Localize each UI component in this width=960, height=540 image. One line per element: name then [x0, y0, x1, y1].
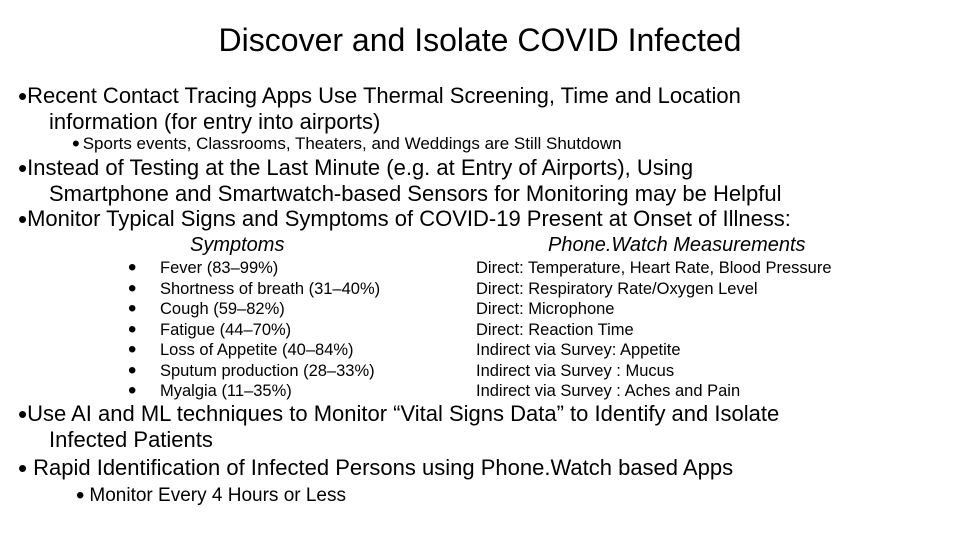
bullet-text: Use AI and ML techniques to Monitor “Vital Signs Data” to Identify and Isolate [27, 401, 780, 426]
list-item: Direct: Respiratory Rate/Oxygen Level [476, 279, 758, 298]
bullet-dot: • [128, 315, 137, 343]
bullet-dot: • [72, 131, 80, 156]
sub-bullet-shutdown [72, 131, 622, 156]
symptoms-list [160, 258, 380, 402]
bullet-dot: • [76, 482, 85, 509]
slide-title: Discover and Isolate COVID Infected [218, 22, 742, 58]
list-item: Fatigue (44–70%) [160, 320, 292, 339]
symptoms-header: Symptoms [190, 234, 285, 256]
bullet-text: Sports events, Classrooms, Theaters, and Weddings are Still Shutdown [82, 134, 622, 153]
list-item: Indirect via Survey: Appetite [476, 341, 681, 359]
bullet-dot: • [128, 377, 137, 404]
list-item: Sputum production (28–33%) [160, 361, 375, 380]
bullet-dot: • [18, 81, 28, 111]
list-item: Myalgia (11–35%) [160, 382, 292, 400]
bullet-dot: • [18, 453, 28, 483]
list-item: Direct: Microphone [476, 300, 615, 318]
bullet-dot: • [128, 356, 137, 384]
list-item: Indirect via Survey : Mucus [476, 361, 675, 380]
bullet-text: Monitor Every 4 Hours or Less [89, 485, 346, 506]
measurements-list [476, 258, 832, 402]
bullet-testing-cont: Smartphone and Smartwatch-based Sensors for Monitoring may be Helpful [49, 181, 782, 206]
bullet-dot: • [128, 274, 137, 302]
measurements-header: Phone.Watch Measurements [548, 234, 806, 256]
bullet-dot: • [128, 336, 137, 363]
bullet-contact-tracing [18, 83, 741, 109]
bullet-text: Monitor Typical Signs and Symptoms of COVID-19 Present at Onset of Illness: [27, 206, 791, 231]
list-item: Fever (83–99%) [160, 259, 279, 277]
bullet-testing [18, 155, 693, 181]
list-item: Loss of Appetite (40–84%) [160, 341, 354, 359]
list-item: Direct: Reaction Time [476, 320, 634, 339]
bullet-text: Instead of Testing at the Last Minute (e.g. at Entry of Airports), Using [27, 155, 694, 180]
bullet-text: Recent Contact Tracing Apps Use Thermal Screening, Time and Location [27, 83, 741, 108]
symptom-bullets [128, 254, 137, 404]
bullet-dot: • [128, 295, 137, 322]
bullet-monitor-signs [18, 206, 791, 232]
sub-bullet-monitor-every [76, 484, 346, 508]
bullet-rapid-id [18, 455, 733, 481]
bullet-ai-ml-cont: Infected Patients [49, 427, 213, 452]
bullet-dot: • [18, 204, 28, 234]
list-item: Cough (59–82%) [160, 300, 285, 318]
bullet-ai-ml [18, 401, 779, 427]
bullet-text: Rapid Identification of Infected Persons using Phone.Watch based Apps [33, 455, 734, 480]
list-item: Shortness of breath (31–40%) [160, 279, 381, 298]
bullet-dot: • [128, 254, 137, 281]
bullet-dot: • [18, 399, 28, 429]
bullet-dot: • [18, 153, 28, 183]
list-item: Direct: Temperature, Heart Rate, Blood Pressure [476, 259, 832, 277]
bullet-contact-tracing-cont: information (for entry into airports) [49, 109, 381, 134]
list-item: Indirect via Survey : Aches and Pain [476, 382, 741, 400]
